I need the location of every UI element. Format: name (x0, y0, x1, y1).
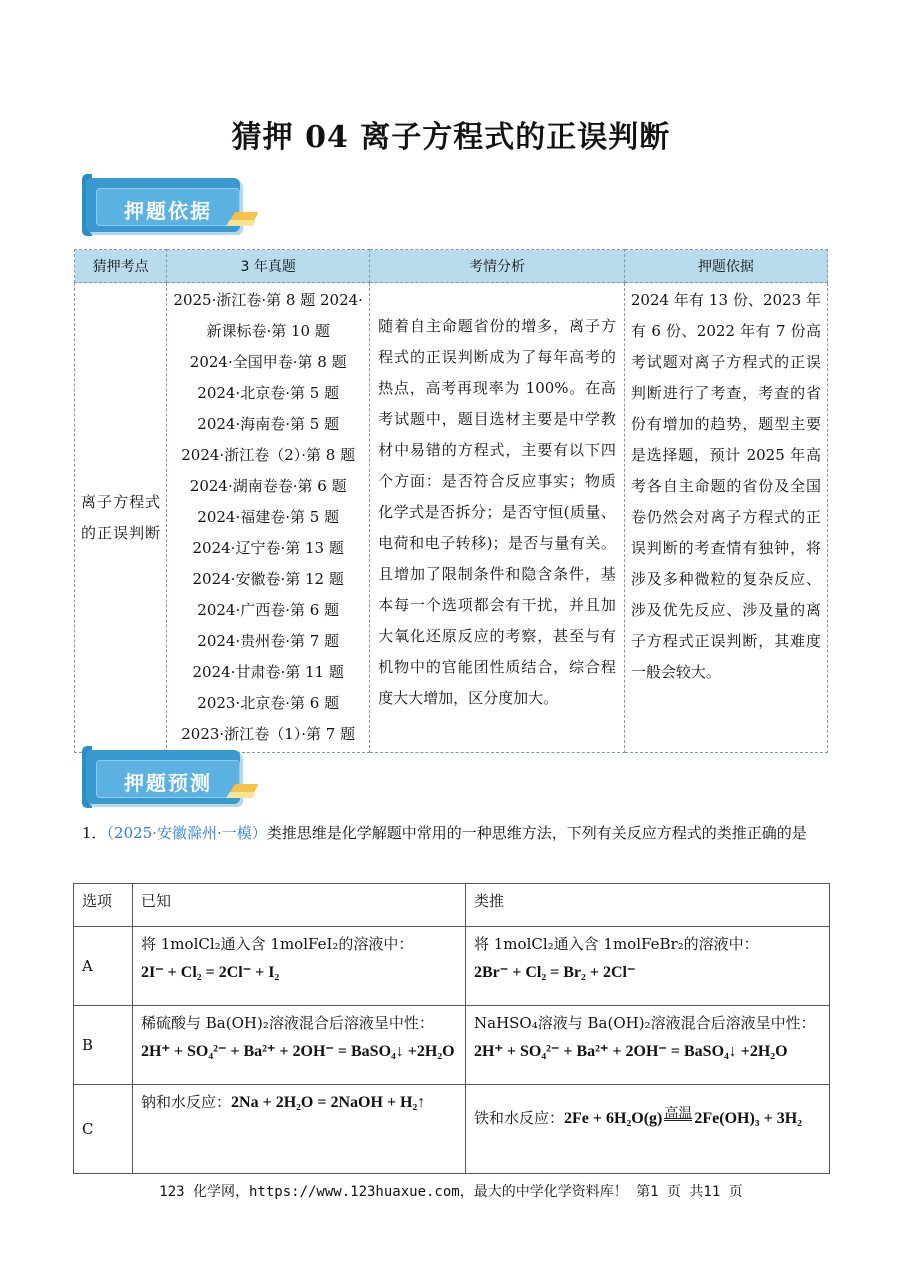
banner-label: 押题依据 (124, 199, 212, 223)
year-item: 2024·北京卷·第 5 题 (197, 384, 340, 402)
table-row (74, 1085, 830, 1174)
year-item: 2024·福建卷·第 5 题 (197, 508, 340, 526)
options-table (73, 883, 830, 1174)
year-item: 2024·安徽卷·第 12 题 (192, 570, 344, 588)
inference-text: 将 1molCl₂通入含 1molFeBr₂的溶液中： (474, 935, 759, 953)
year-item: 新课标卷·第 10 题 (206, 322, 330, 340)
section-banner-prediction (82, 746, 258, 810)
banner-label: 押题预测 (124, 771, 212, 795)
year-item: 2024·全国甲卷·第 8 题 (189, 353, 347, 371)
header-topic: 猜押考点 (75, 250, 167, 283)
page-title: 猜押 04 离子方程式的正误判断 (231, 120, 671, 155)
header-inference: 类推 (466, 884, 830, 927)
page-footer: 123 化学网，https://www.123huaxue.com，最大的中学化学资料库！ 第1 页 共11 页 (159, 1184, 743, 1200)
basis-cell: 2024 年有 13 份、2023 年有 6 份、2022 年有 7 份高考试题对离子方程式的正误判断进行了考查，考查的省份有增加的趋势，题型主要是选择题，预计 2025 年高考各自主命题的省份及全国卷仍然会对离子方程式的正误判断的考查情有独钟，将涉及多种微粒的复杂反应、涉及优先反应、涉及量的离子方程式正误判断，其难度一般会较大。 (624, 283, 827, 753)
table-row (74, 1006, 830, 1085)
option-label: A (74, 927, 133, 1006)
known-equation: 2I⁻ + Cl₂ = 2Cl⁻ + I₂ (141, 964, 280, 981)
year-item: 2024·甘肃卷·第 11 题 (192, 663, 344, 681)
question-source: （2025·安徽滁州·一模） (106, 824, 267, 842)
topic-cell: 离子方程式的正误判断 (75, 283, 167, 753)
year-item: 2023·北京卷·第 6 题 (197, 694, 340, 712)
question-1 (82, 818, 828, 849)
year-item: 2024·广西卷·第 6 题 (197, 601, 340, 619)
question-text: 类推思维是化学解题中常用的一种思维方法，下列有关反应方程式的类推正确的是 (266, 824, 807, 842)
reaction-condition (664, 1105, 693, 1122)
section-banner-basis (82, 174, 258, 238)
inference-equation-right: 2Fe(OH)₃ + 3H₂ (694, 1110, 802, 1127)
exam-basis-table (74, 249, 828, 753)
inference-equation: 2H⁺ + SO₄²⁻ + Ba²⁺ + 2OH⁻ = BaSO₄↓ +2H₂O (474, 1043, 788, 1060)
inference-equation-left: 2Fe + 6H₂O(g) (564, 1110, 663, 1127)
known-equation: 2H⁺ + SO₄²⁻ + Ba²⁺ + 2OH⁻ = BaSO₄↓ +2H₂O (141, 1043, 455, 1060)
inference-equation: 2Br⁻ + Cl₂ = Br₂ + 2Cl⁻ (474, 964, 636, 981)
header-years: 3 年真题 (167, 250, 370, 283)
year-item: 2025·浙江卷·第 8 题 2024· (173, 291, 363, 309)
known-text: 钠和水反应： (141, 1093, 232, 1111)
known-text: 将 1molCl₂通入含 1molFeI₂的溶液中： (141, 935, 414, 953)
header-known: 已知 (133, 884, 466, 927)
option-label: B (74, 1006, 133, 1085)
header-option: 选项 (74, 884, 133, 927)
inference-text: 铁和水反应： (474, 1109, 565, 1127)
year-item: 2023·浙江卷（1）·第 7 题 (181, 725, 356, 743)
inference-text: NaHSO₄溶液与 Ba(OH)₂溶液混合后溶液呈中性： (474, 1014, 816, 1032)
years-cell (167, 283, 370, 753)
option-label: C (74, 1085, 133, 1174)
known-text: 稀硫酸与 Ba(OH)₂溶液混合后溶液呈中性： (141, 1014, 434, 1032)
header-basis: 押题依据 (624, 250, 827, 283)
condition-label: 高温 (664, 1105, 693, 1122)
year-item: 2024·湖南卷卷·第 6 题 (189, 477, 347, 495)
question-number: 1． (82, 824, 107, 842)
table-row (74, 927, 830, 1006)
known-equation: 2Na + 2H₂O = 2NaOH + H₂↑ (231, 1094, 426, 1111)
year-item: 2024·辽宁卷·第 13 题 (192, 539, 344, 557)
year-item: 2024·海南卷·第 5 题 (197, 415, 340, 433)
header-analysis: 考情分析 (370, 250, 625, 283)
analysis-cell: 随着自主命题省份的增多，离子方程式的正误判断成为了每年高考的热点，高考再现率为 100%。在高考试题中，题目选材主要是中学教材中易错的方程式，主要有以下四个方面：是否符合反应事实；物质化学式是否拆分；是否守恒(质量、电荷和电子转移)；是否与量有关。且增加了限制条件和隐含条件，基本每一个选项都会有干扰，并且加大氧化还原反应的考察，甚至与有机物中的官能团性质结合，综合程度大大增加，区分度加大。 (370, 283, 625, 753)
year-item: 2024·贵州卷·第 7 题 (197, 632, 340, 650)
year-item: 2024·浙江卷（2）·第 8 题 (181, 446, 356, 464)
